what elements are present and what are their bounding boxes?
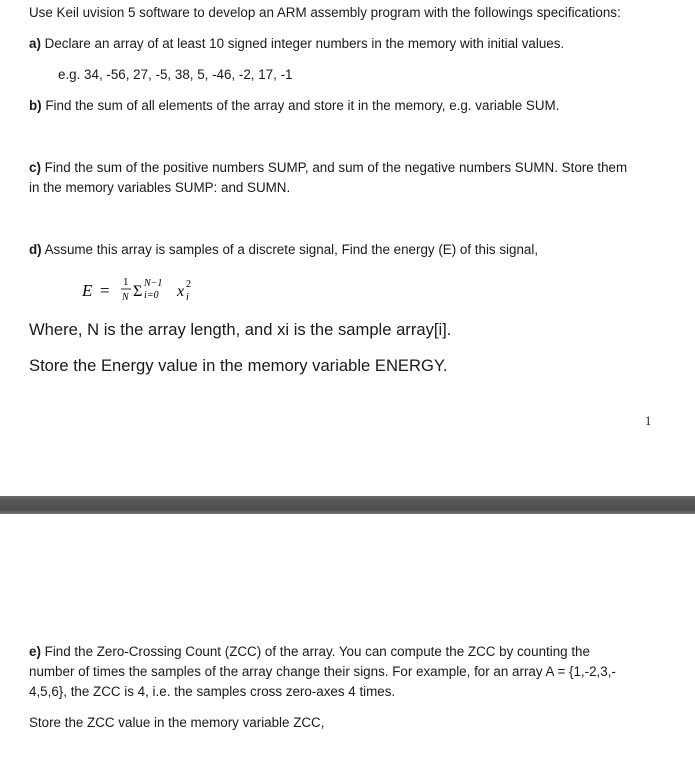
item-d bbox=[29, 242, 538, 258]
item-e-line2: number of times the samples of the array change their signs. For example, for an array A = {1,-2,3,- bbox=[29, 664, 616, 679]
formula-numerator: 1 bbox=[123, 276, 129, 288]
formula-sigma: Σ bbox=[133, 283, 143, 300]
item-c-line1 bbox=[29, 160, 627, 176]
item-c-text: Find the sum of the positive numbers SUMP, and sum of the negative numbers SUMN. Store them bbox=[40, 160, 628, 175]
formula-lhs: E bbox=[82, 281, 93, 300]
formula-exponent: 2 bbox=[186, 279, 191, 290]
formula-lower-limit: i=0 bbox=[144, 290, 159, 301]
item-e-text: Find the Zero-Crossing Count (ZCC) of the array. You can compute the ZCC by counting the bbox=[40, 644, 590, 659]
item-a-label: a) bbox=[29, 36, 41, 51]
energy-formula bbox=[82, 270, 242, 306]
item-d-text: Assume this array is samples of a discrete signal, Find the energy (E) of this signal, bbox=[41, 242, 539, 257]
item-a-text: Declare an array of at least 10 signed integer numbers in the memory with initial values. bbox=[40, 36, 565, 51]
formula-upper-limit: N−1 bbox=[144, 278, 163, 289]
example-values: e.g. 34, -56, 27, -5, 38, 5, -46, -2, 17, -1 bbox=[58, 67, 293, 82]
page-separator bbox=[0, 496, 695, 514]
where-text: Where, N is the array length, and xi is the sample array[i]. bbox=[29, 320, 452, 339]
store-energy-text: Store the Energy value in the memory variable ENERGY. bbox=[29, 356, 448, 375]
item-b-text: Find the sum of all elements of the array and store it in the memory, e.g. variable SUM. bbox=[41, 98, 560, 113]
formula-subscript: i bbox=[186, 292, 189, 303]
page-number: 1 bbox=[645, 414, 652, 428]
formula-denominator: N bbox=[122, 292, 129, 303]
store-zcc-text: Store the ZCC value in the memory variable ZCC, bbox=[29, 715, 325, 730]
item-b bbox=[29, 98, 559, 114]
formula-variable: x bbox=[177, 283, 185, 300]
intro-text: Use Keil uvision 5 software to develop an ARM assembly program with the followings specifications: bbox=[29, 5, 621, 20]
item-a bbox=[29, 36, 564, 52]
item-e-label: e) bbox=[29, 644, 41, 659]
item-e-line3: 4,5,6}, the ZCC is 4, i.e. the samples cross zero-axes 4 times. bbox=[29, 684, 396, 699]
item-e-line1 bbox=[29, 644, 590, 660]
item-c-label: c) bbox=[29, 160, 41, 175]
item-b-label: b) bbox=[29, 98, 42, 113]
item-c-line2: in the memory variables SUMP: and SUMN. bbox=[29, 180, 291, 195]
formula-equals: = bbox=[100, 281, 110, 300]
document-page-2 bbox=[0, 514, 695, 761]
item-d-label: d) bbox=[29, 242, 42, 257]
